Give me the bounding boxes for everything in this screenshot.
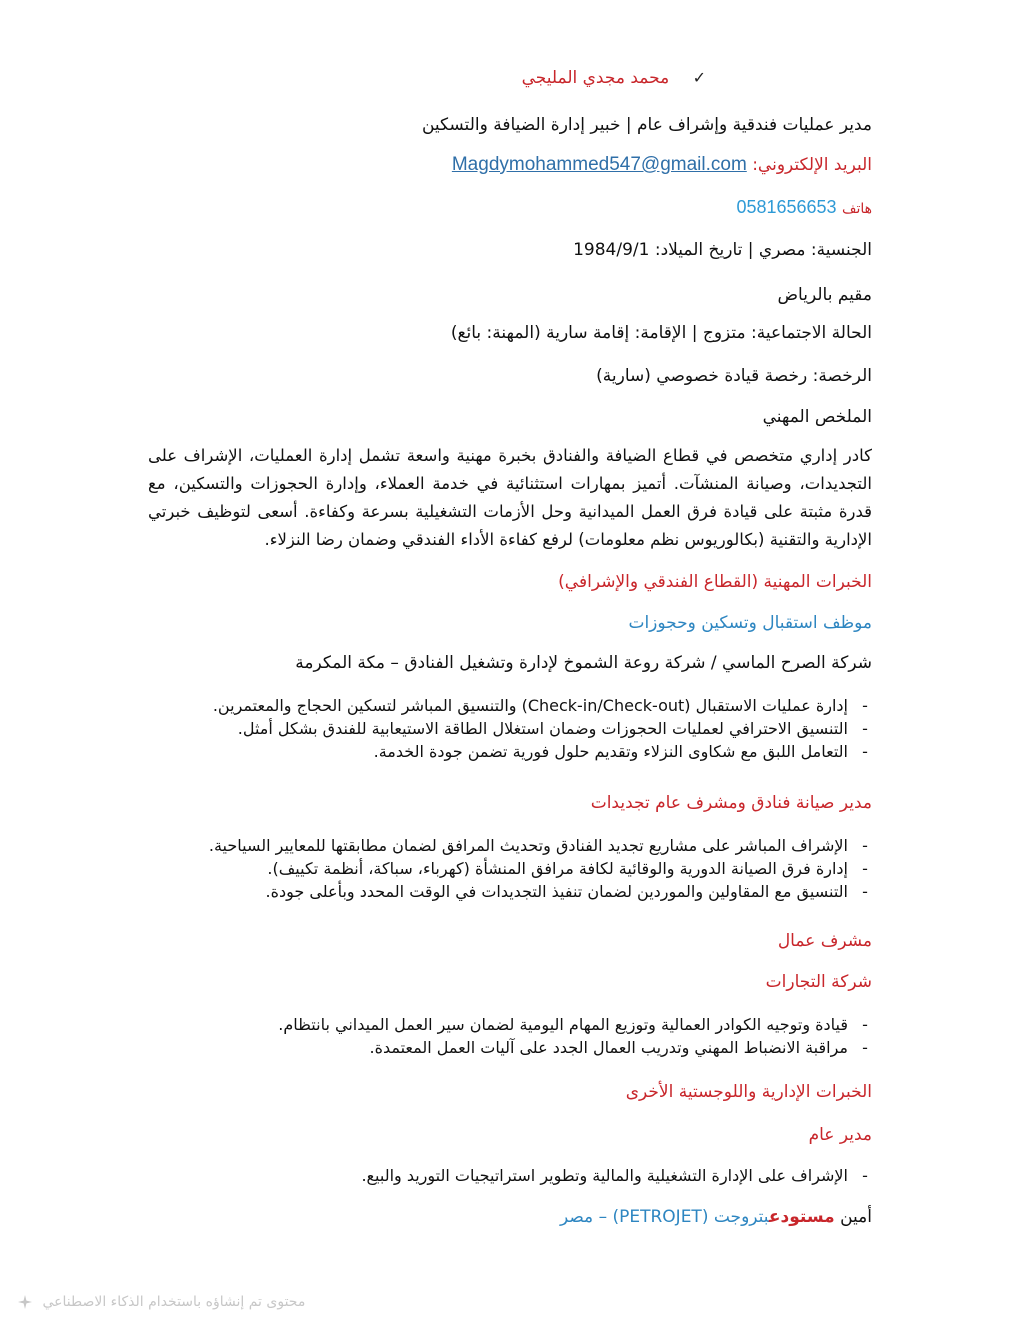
job3-title: مشرف عمال [777,931,872,951]
job1-bullets [150,694,872,763]
email-link[interactable]: Magdymohammed547@gmail.com [451,154,747,175]
professional-title: مدير عمليات فندقية وإشراف عام | خبير إدارة الضيافة والتسكين [421,115,872,135]
list-item: - الإشراف على الإدارة التشغيلية والمالية وتطوير استراتيجيات التوريد والبيع. [361,1166,868,1185]
candidate-name: محمد مجدي المليجي [521,68,670,88]
admin-job2-prefix: أمين [834,1207,872,1227]
watermark-text: محتوى تم إنشاؤه باستخدام الذكاء الاصطناعي [42,1294,306,1310]
summary-heading: الملخص المهني [762,407,872,427]
job1-company: شركة الصرح الماسي / شركة روعة الشموخ لإدارة وتشغيل الفنادق – مكة المكرمة [295,653,872,673]
list-item: - التعامل اللبق مع شكاوى النزلاء وتقديم حلول فورية تضمن جودة الخدمة. [373,742,868,761]
list-item: - التنسيق مع المقاولين والموردين لضمان تنفيذ التجديدات في الوقت المحدد وبأعلى جودة. [265,882,868,901]
list-item: - إدارة عمليات الاستقبال (Check-in/Check-out) والتنسيق المباشر لتسكين الحجاج والمعتمرين. [212,696,868,715]
admin-job1-title: مدير عام [808,1125,872,1145]
list-item: - إدارة فرق الصيانة الدورية والوقائية لكافة مرافق المنشأة (كهرباء، سباكة، أنظمة تكييف). [267,859,868,878]
phone-line [150,195,872,221]
nationality-line: الجنسية: مصري | تاريخ الميلاد: 1984/9/1 [573,240,872,260]
phone-label: هاتف [841,201,872,217]
list-item: - قيادة وتوجيه الكوادر العمالية وتوزيع المهام اليومية لضمان سير العمل الميداني بانتظام. [278,1015,868,1034]
admin-job2-rest: بتروجت (PETROJET) – مصر [559,1207,769,1227]
job2-title: مدير صيانة فنادق ومشرف عام تجديدات [590,793,872,813]
job3-company: شركة التجارات [765,972,872,992]
phone-number: 0581656653 [736,197,837,217]
ai-watermark [18,1294,305,1310]
check-mark-icon: ✓ [692,68,706,87]
sparkle-icon [18,1295,32,1309]
job3-bullets [150,1013,872,1059]
list-item: - الإشراف المباشر على مشاريع تجديد الفنادق وتحديث المرافق لضمان مطابقتها للمعايير السياحية. [208,836,868,855]
name-line [150,66,706,90]
list-item: - مراقبة الانضباط المهني وتدريب العمال الجدد على آليات العمل المعتمدة. [369,1038,868,1057]
admin-job2-title [150,1205,872,1229]
admin-job1-bullets [150,1164,872,1187]
admin-experience-heading: الخبرات الإدارية واللوجستية الأخرى [625,1082,872,1102]
list-item: - التنسيق الاحترافي لعمليات الحجوزات وضمان استغلال الطاقة الاستيعابية للفندق بشكل أمثل. [237,719,868,738]
job2-bullets [150,834,872,903]
license-line: الرخصة: رخصة قيادة خصوصي (سارية) [596,366,872,386]
marital-status-line: الحالة الاجتماعية: متزوج | الإقامة: إقامة سارية (المهنة: بائع) [450,323,872,343]
admin-job2-bold: مستودع [768,1207,835,1227]
email-line [150,153,872,177]
summary-text: كادر إداري متخصص في قطاع الضيافة والفنادق بخبرة مهنية واسعة تشمل إدارة العمليات، الإشراف على التجديدات، وصيانة المنشآت. أتميز بمهارات استثنائية في خدمة العملاء، وإدارة الحجوزات والتسكين، مع قدرة مثبتة على قيادة فرق العمل الميدانية وحل الأزمات التشغيلية بسرعة وكفاءة. أسعى لتوظيف خبرتي الإدارية والتقنية (بكالوريوس نظم معلومات) لرفع كفاءة الأداء الفندقي وضمان رضا النزلاء. [148,446,872,549]
email-label: البريد الإلكتروني: [752,155,872,175]
experience-heading: الخبرات المهنية (القطاع الفندقي والإشرافي) [558,572,872,592]
residence-line: مقيم بالرياض [777,285,872,305]
job1-title: موظف استقبال وتسكين وحجوزات [628,613,872,633]
